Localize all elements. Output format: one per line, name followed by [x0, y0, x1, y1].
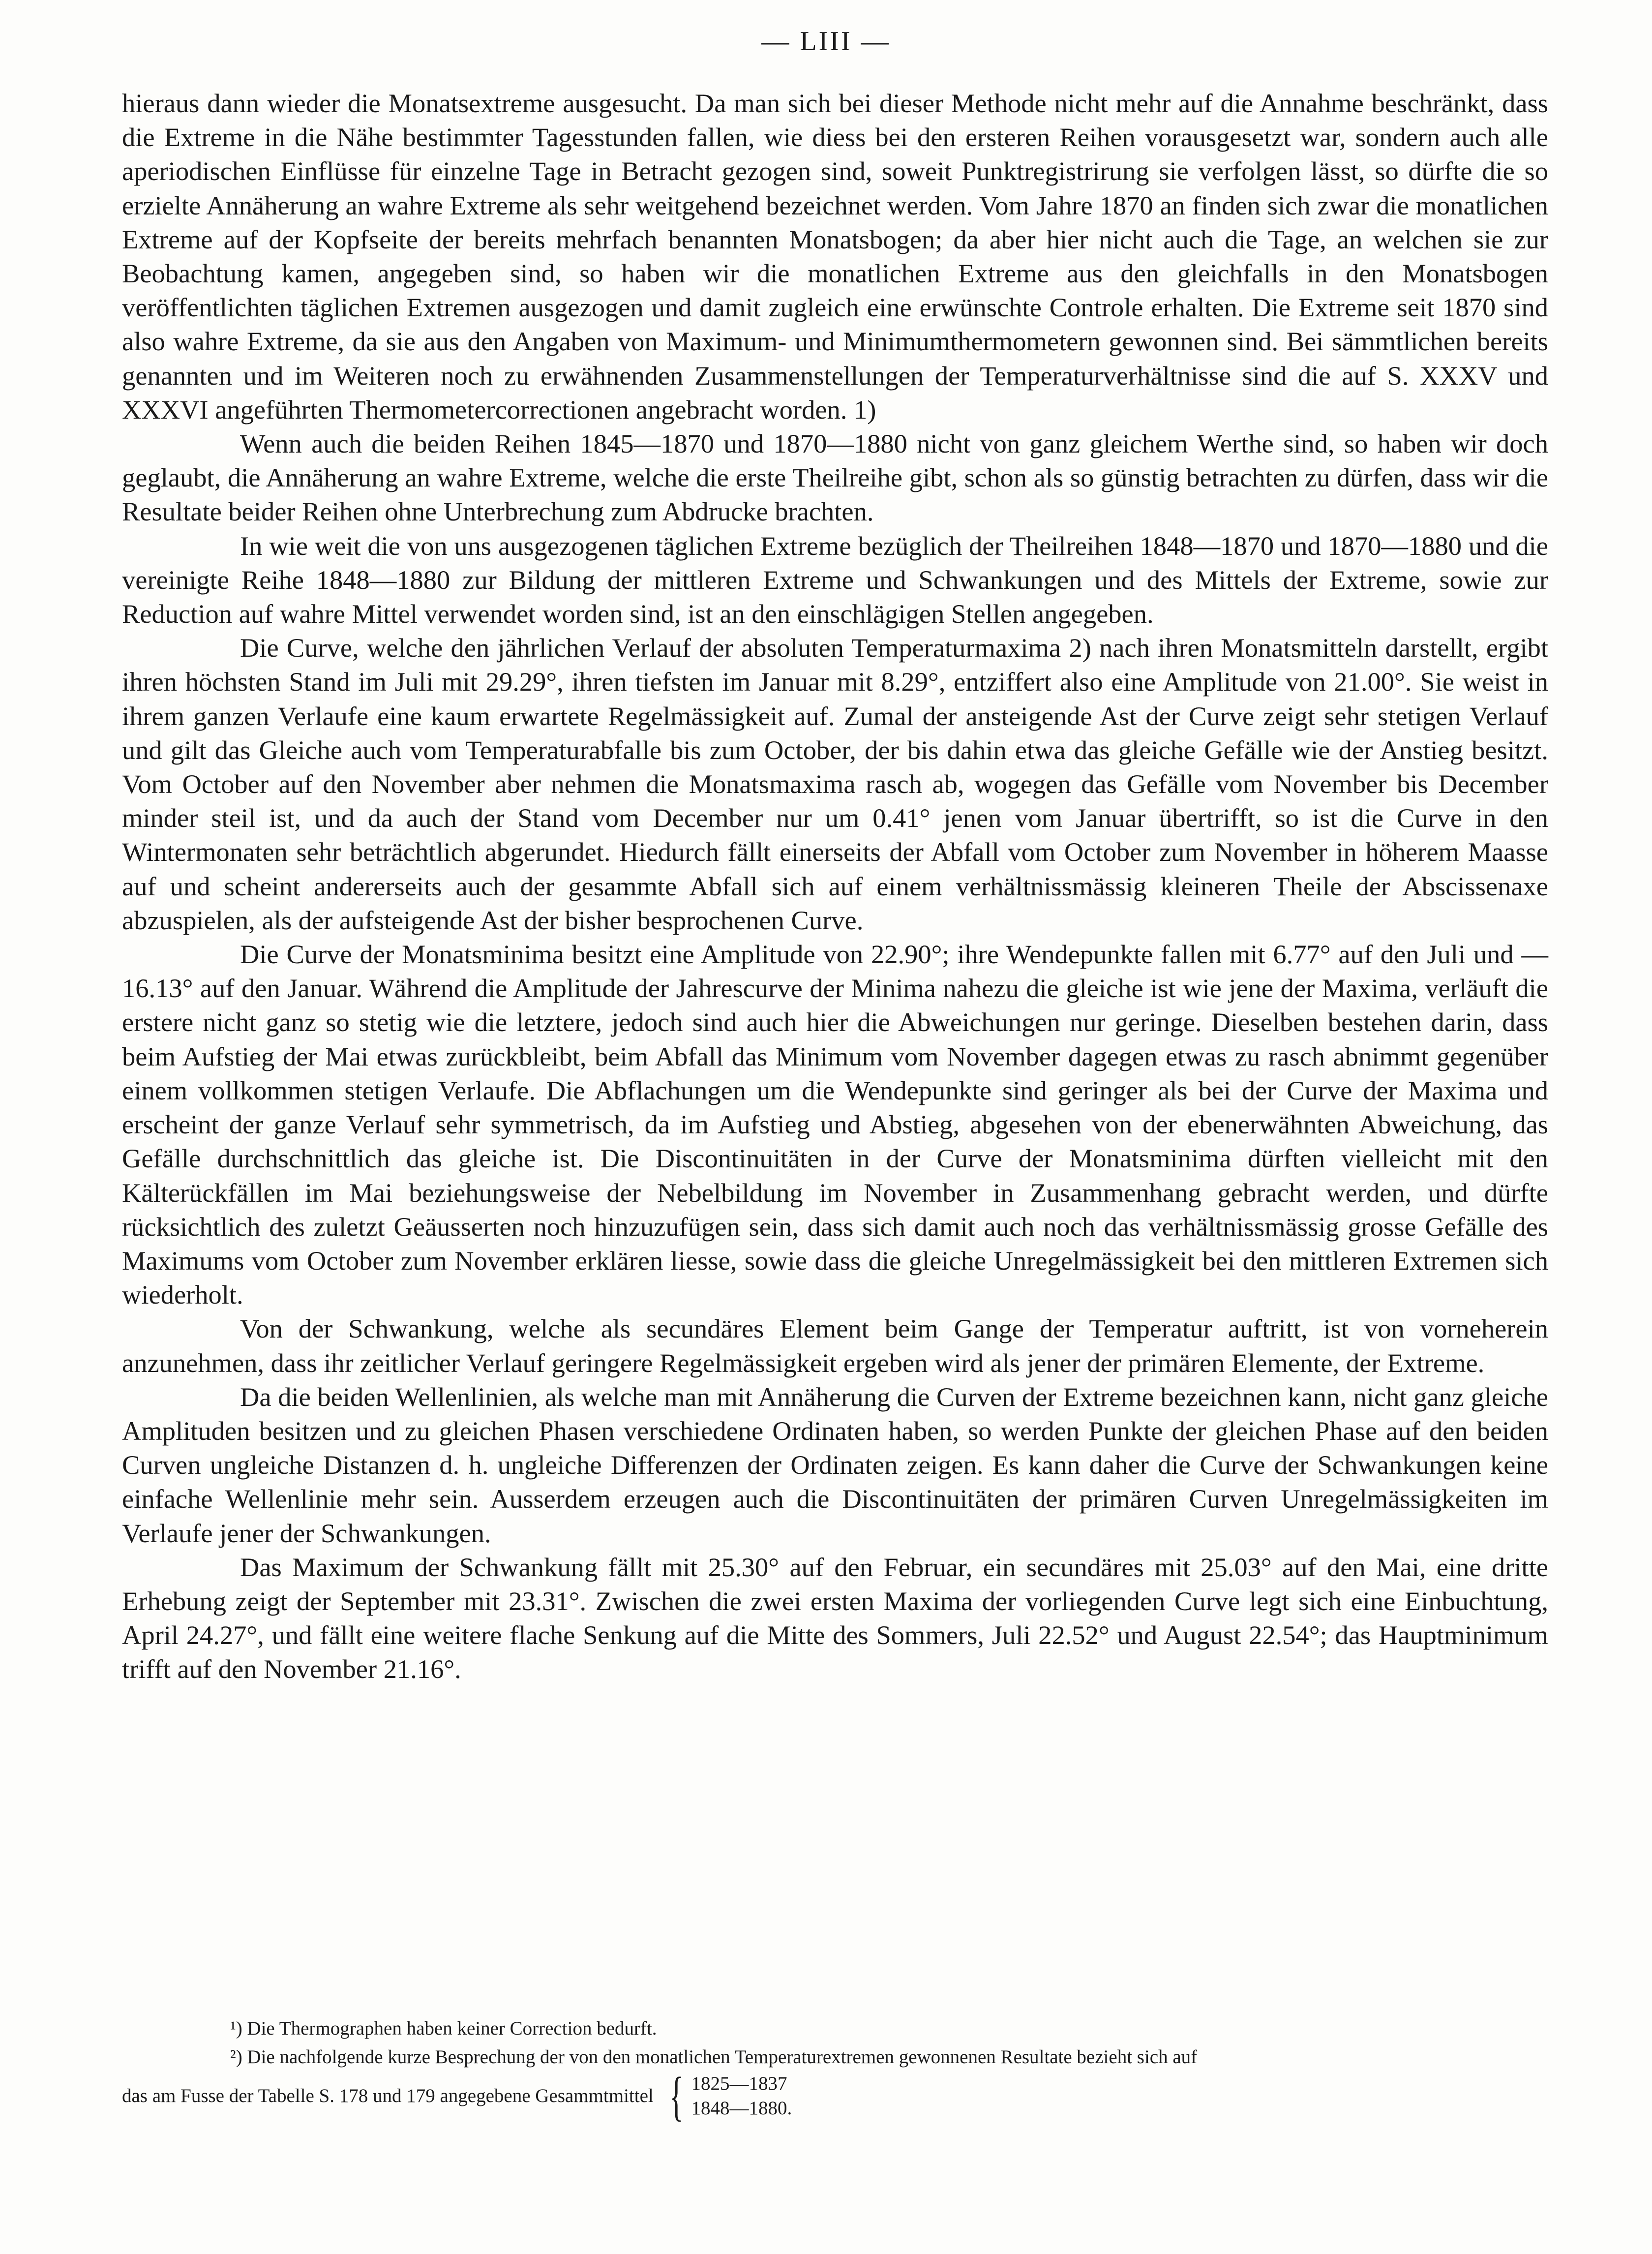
- footnote-1: ¹) Die Thermographen haben keiner Correction bedurft.: [230, 2018, 657, 2039]
- footnote-2: ²) Die nachfolgende kurze Besprechung der von den monatlichen Temperaturextremen gewonnenen Resultate bezieht sich auf: [230, 2046, 1198, 2068]
- brace-glyph: {: [669, 2066, 684, 2126]
- paragraph: Von der Schwankung, welche als secundäres Element beim Gange der Temperatur auftritt, ist von vorneherein anzunehmen, dass ihr zeitlicher Verlauf geringere Regelmässigkeit ergeben wird als jener der primären Elemente, der Extreme.: [122, 1313, 1548, 1378]
- body-text: [122, 86, 1548, 1686]
- footnotes: [122, 2014, 1548, 2126]
- paragraph: Das Maximum der Schwankung fällt mit 25.30° auf den Februar, ein secundäres mit 25.03° auf den Mai, eine dritte Erhebung zeigt der September mit 23.31°. Zwischen die zwei ersten Maxima der vorliegenden Curve legt sich eine Einbuchtung, April 24.27°, und fällt eine weitere flache Senkung auf die Mitte des Sommers, Juli 22.52° und August 22.54°; das Hauptminimum trifft auf den November 21.16°.: [122, 1552, 1548, 1684]
- paragraph: Die Curve, welche den jährlichen Verlauf der absoluten Temperaturmaxima 2) nach ihren Monatsmitteln darstellt, ergibt ihren höchsten Stand im Juli mit 29.29°, ihren tiefsten im Januar mit 8.29°, entziffert also eine Amplitude von 21.00°. Sie weist in ihrem ganzen Verlaufe eine kaum erwartete Regelmässigkeit auf. Zumal der ansteigende Ast der Curve zeigt sehr stetigen Verlauf und gilt das Gleiche auch vom Temperaturabfalle bis zum October, der bis dahin etwa das gleiche Gefälle wie der Anstieg besitzt. Vom October auf den November aber nehmen die Monatsmaxima rasch ab, wogegen das Gefälle vom November bis December minder steil ist, und da auch der Stand vom December nur um 0.41° jenen vom Januar übertrifft, so ist die Curve in den Wintermonaten sehr beträchtlich abgerundet. Hiedurch fällt einerseits der Abfall vom October zum November in höherem Maasse auf und scheint andererseits auch der gesammte Abfall sich auf einem verhältnissmässig kleineren Theile der Abscissenaxe abzuspielen, als der aufsteigende Ast der bisher besprochenen Curve.: [122, 633, 1548, 935]
- page-number: — LIII —: [761, 26, 891, 57]
- year-range-1: 1825—1837: [691, 2073, 787, 2094]
- year-ranges: [691, 2071, 792, 2121]
- year-range-2: 1848—1880.: [691, 2098, 792, 2119]
- paragraph: Da die beiden Wellenlinien, als welche man mit Annäherung die Curven der Extreme bezeichnen kann, nicht ganz gleiche Amplituden besitzen und zu gleichen Phasen verschiedene Ordinaten haben, so werden Punkte der gleichen Phase auf den beiden Curven ungleiche Distanzen d. h. ungleiche Differenzen der Ordinaten zeigen. Es kann daher die Curve der Schwankungen keine einfache Wellenlinie mehr sein. Ausserdem erzeugen auch die Discontinuitäten der primären Curven Unregelmässigkeiten im Verlaufe jener der Schwankungen.: [122, 1381, 1548, 1548]
- paragraph: In wie weit die von uns ausgezogenen täglichen Extreme bezüglich der Theilreihen 1848—1870 und 1870—1880 und die vereinigte Reihe 1848—1880 zur Bildung der mittleren Extreme und Schwankungen und des Mittels der Extreme, sowie zur Reduction auf wahre Mittel verwendet worden sind, ist an den einschlägigen Stellen angegeben.: [122, 530, 1548, 629]
- paragraph: Wenn auch die beiden Reihen 1845—1870 und 1870—1880 nicht von ganz gleichem Werthe sind, so haben wir doch geglaubt, die Annäherung an wahre Extreme, welche die erste Theilreihe gibt, schon als so günstig betrachten zu dürfen, dass wir die Resultate beider Reihen ohne Unterbrechung zum Abdrucke brachten.: [122, 428, 1548, 527]
- year-range-group: [663, 2066, 792, 2126]
- paragraph: Die Curve der Monatsminima besitzt eine Amplitude von 22.90°; ihre Wendepunkte fallen mit 6.77° auf den Juli und — 16.13° auf den Januar. Während die Amplitude der Jahrescurve der Minima nahezu die gleiche ist wie jene der Maxima, verläuft die erstere nicht ganz so stetig wie die letztere, jedoch sind auch hier die Abweichungen nur geringe. Dieselben bestehen darin, dass beim Aufstieg der Mai etwas zurückbleibt, beim Abfall das Minimum vom November dagegen etwas zu rasch abnimmt gegenüber einem vollkommen stetigen Verlaufe. Die Abflachungen um die Wendepunkte sind geringer als bei der Curve der Maxima und erscheint der ganze Verlauf sehr symmetrisch, da im Aufstieg und Abstieg, abgesehen von der ebenerwähnten Abweichung, das Gefälle durchschnittlich das gleiche ist. Die Discontinuitäten in der Curve der Monatsminima dürften vielleicht mit den Kälterückfällen im Mai beziehungsweise der Nebelbildung im November in Zusammenhang gebracht werden, und dürfte rücksichtlich des zuletzt Geäusserten noch hinzuzufügen sein, dass sich damit auch noch das verhältnissmässig grosse Gefälle des Maximums vom October zum November erklären liesse, sowie dass die gleiche Unregelmässigkeit bei den mittleren Extremen sich wiederholt.: [122, 939, 1548, 1310]
- footnote-2-text: das am Fusse der Tabelle S. 178 und 179 angegebene Gesammtmittel: [122, 2085, 654, 2106]
- footnote-2-continuation: [122, 2066, 1548, 2126]
- paragraph: hieraus dann wieder die Monatsextreme ausgesucht. Da man sich bei dieser Methode nicht mehr auf die Annahme beschränkt, dass die Extreme in die Nähe bestimmter Tagesstunden fallen, wie diess bei den ersteren Reihen vorausgesetzt war, sondern auch alle aperiodischen Einflüsse für einzelne Tage in Betracht gezogen sind, soweit Punktregistrirung sie verfolgen lässt, so dürfte die so erzielte Annäherung an wahre Extreme als sehr weitgehend bezeichnet werden. Vom Jahre 1870 an finden sich zwar die monatlichen Extreme auf der Kopfseite der bereits mehrfach benannten Monatsbogen; da aber hier nicht auch die Tage, an welchen sie zur Beobachtung kamen, angegeben sind, so haben wir die monatlichen Extreme aus den gleichfalls in den Monatsbogen veröffentlichten täglichen Extremen ausgezogen und damit zugleich eine erwünschte Controle erhalten. Die Extreme seit 1870 sind also wahre Extreme, da sie aus den Angaben von Maximum- und Minimumthermometern gewonnen sind. Bei sämmtlichen bereits genannten und im Weiteren noch zu erwähnenden Zusammenstellungen der Temperaturverhältnisse sind die auf S. XXXV und XXXVI angeführten Thermometercorrectionen angebracht worden. 1): [122, 88, 1548, 425]
